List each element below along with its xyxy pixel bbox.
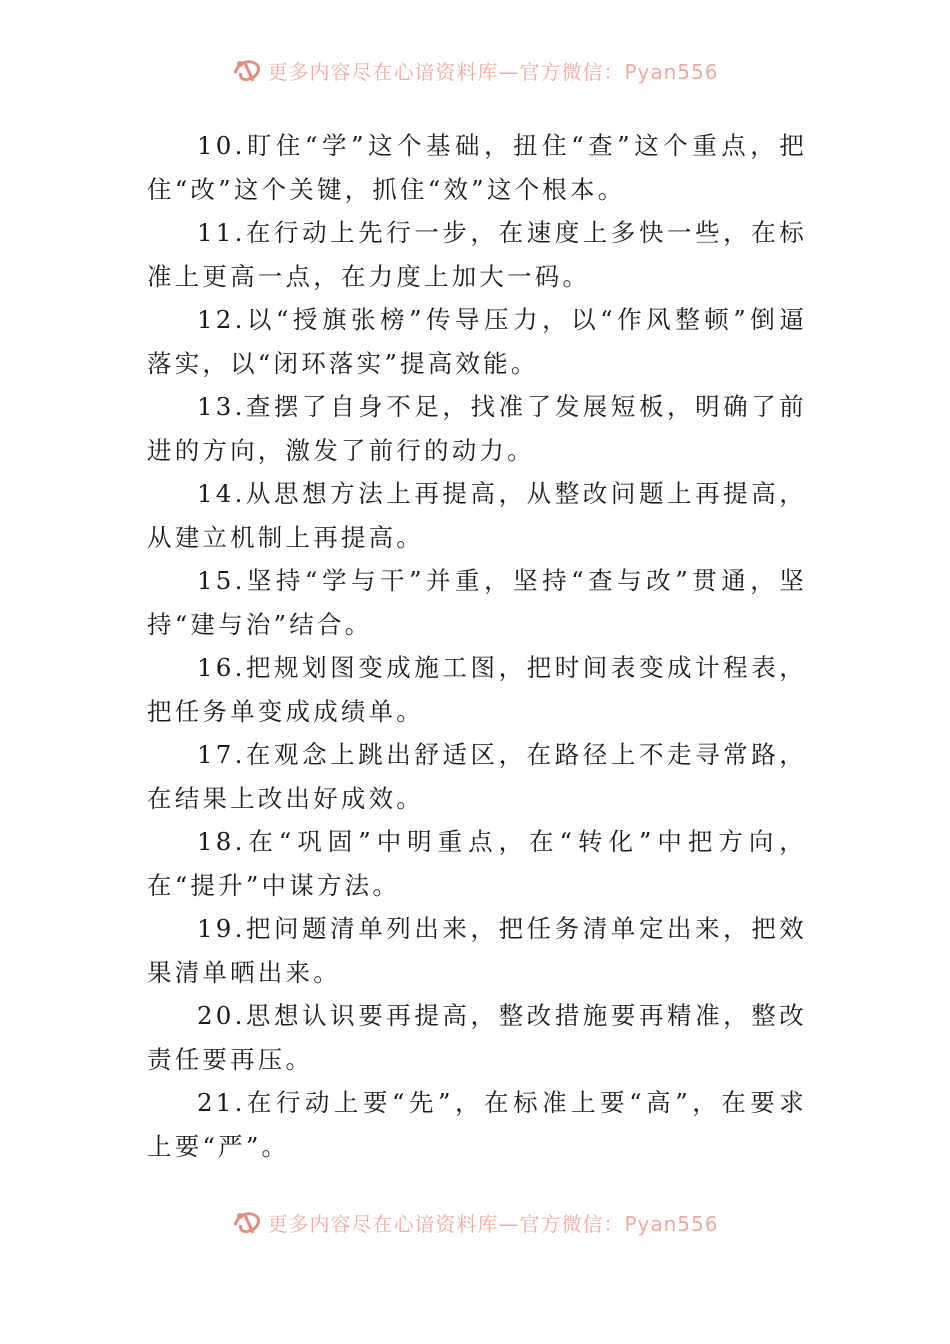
paragraph-15: 15.坚持“学与干”并重，坚持“查与改”贯通，坚持“建与治”结合。 xyxy=(147,566,807,639)
paragraph-16: 16.把规划图变成施工图，把时间表变成计程表，把任务单变成成绩单。 xyxy=(147,653,807,726)
watermark-text: 更多内容尽在心谙资料库—官方微信：Pyan556 xyxy=(267,1211,719,1236)
paragraph-17: 17.在观念上跳出舒适区，在路径上不走寻常路，在结果上改出好成效。 xyxy=(147,740,807,813)
watermark-logo-icon xyxy=(231,1207,263,1237)
paragraph-21: 21.在行动上要“先”，在标准上要“高”，在要求上要“严”。 xyxy=(147,1088,807,1161)
header-watermark xyxy=(0,50,950,90)
document-body xyxy=(147,124,807,1168)
paragraph-14: 14.从思想方法上再提高，从整改问题上再提高，从建立机制上再提高。 xyxy=(147,479,807,552)
paragraph-18: 18.在“巩固”中明重点，在“转化”中把方向，在“提升”中谋方法。 xyxy=(147,827,807,900)
paragraph-20: 20.思想认识要再提高，整改措施要再精准，整改责任要再压。 xyxy=(147,1001,807,1074)
paragraph-10: 10.盯住“学”这个基础，扭住“查”这个重点，把住“改”这个关键，抓住“效”这个根本。 xyxy=(147,131,807,204)
paragraph-19: 19.把问题清单列出来，把任务清单定出来，把效果清单晒出来。 xyxy=(147,914,807,987)
watermark-logo-icon xyxy=(231,55,263,85)
paragraph-12: 12.以“授旗张榜”传导压力，以“作风整顿”倒逼落实，以“闭环落实”提高效能。 xyxy=(147,305,807,378)
paragraph-13: 13.查摆了自身不足，找准了发展短板，明确了前进的方向，激发了前行的动力。 xyxy=(147,392,807,465)
watermark-text: 更多内容尽在心谙资料库—官方微信：Pyan556 xyxy=(267,59,719,84)
paragraph-11: 11.在行动上先行一步，在速度上多快一些，在标准上更高一点，在力度上加大一码。 xyxy=(147,218,807,291)
footer-watermark xyxy=(0,1202,950,1242)
